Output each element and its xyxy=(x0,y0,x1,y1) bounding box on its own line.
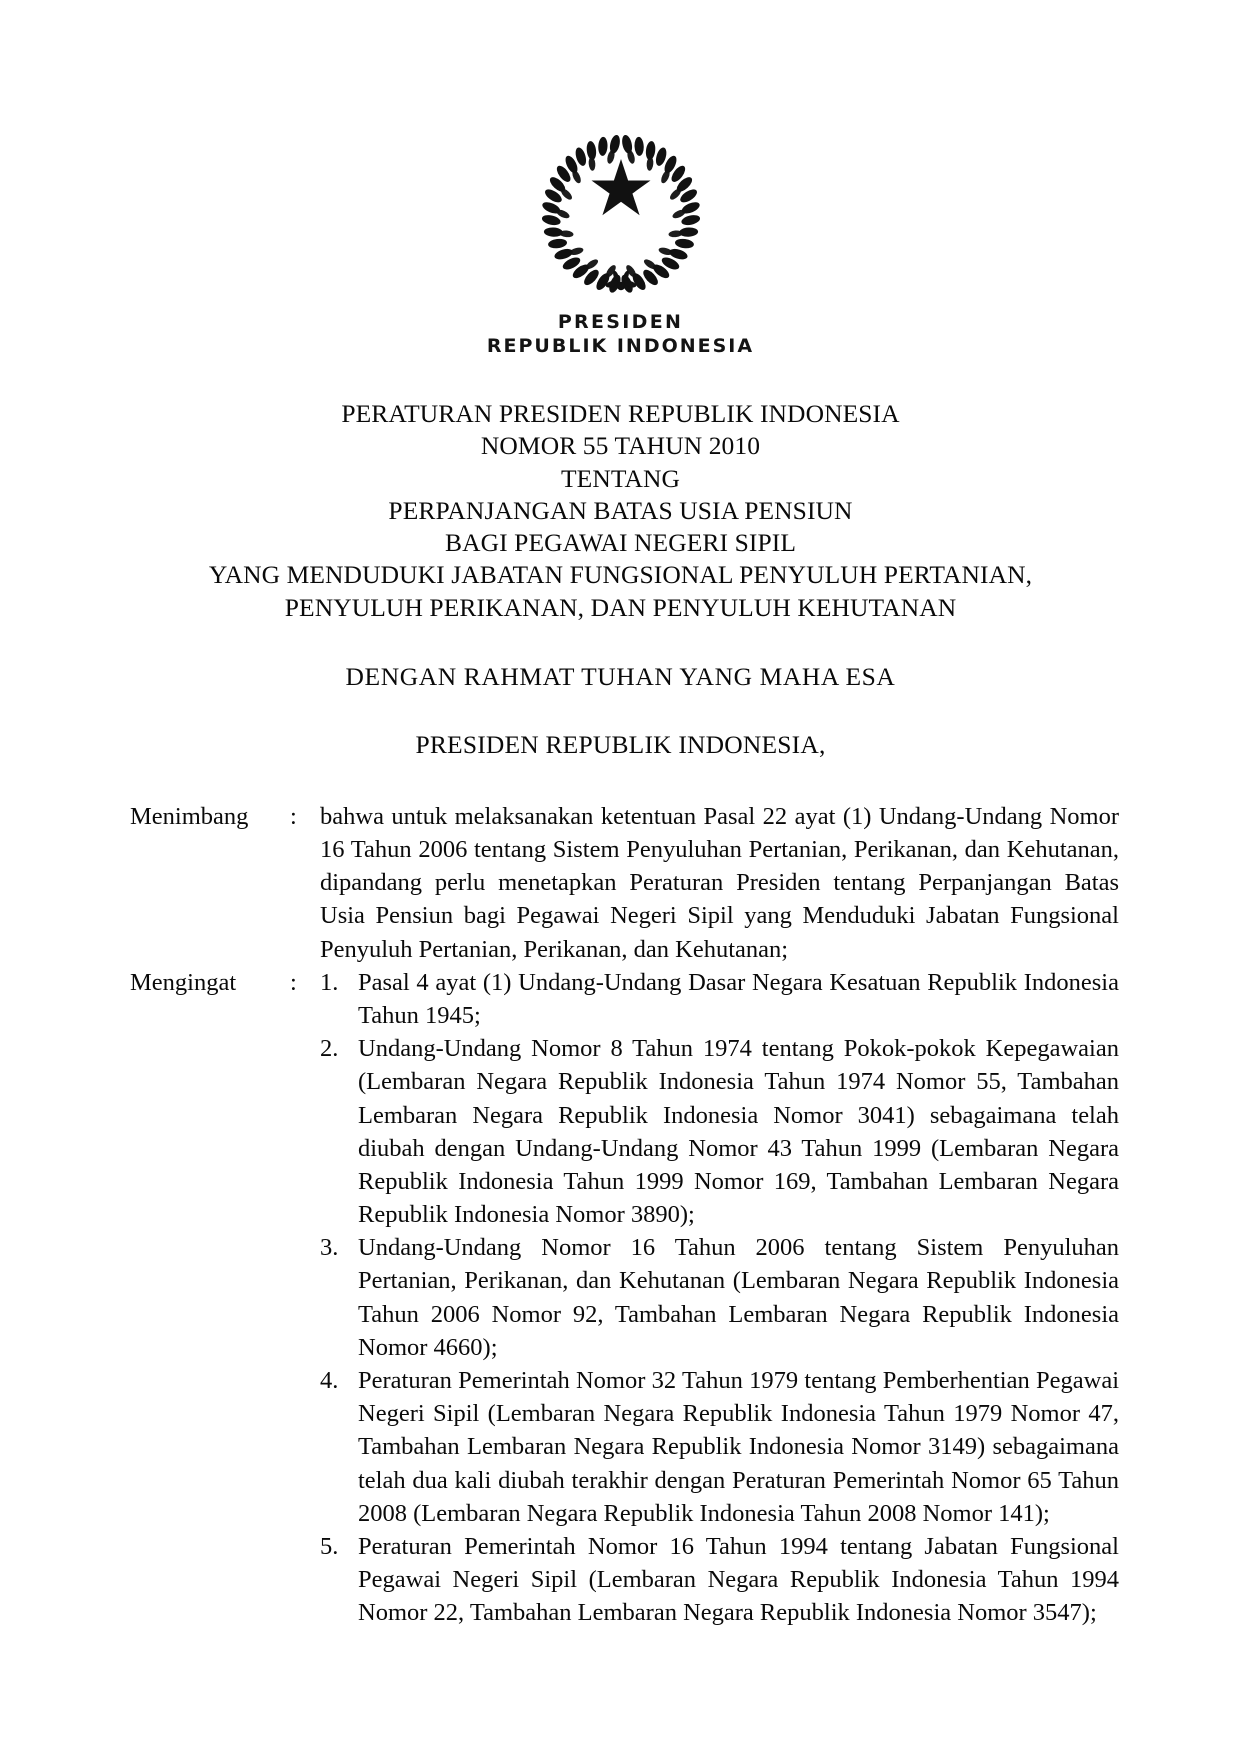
document-title xyxy=(0,398,1241,624)
menimbang-paragraph: bahwa untuk melaksanakan ketentuan Pasal 22 ayat (1) Undang-Undang Nomor 16 Tahun 2006 tentang Sistem Penyuluhan Pertanian, Perikanan, dan Kehutanan, dipandang perlu menetapkan Peraturan Presiden tentang Perpanjangan Batas Usia Pensiun bagi Pegawai Negeri Sipil yang Menduduki Jabatan Fungsional Penyuluh Pertanian, Perikanan, dan Kehutanan; xyxy=(320,802,1119,963)
letterhead xyxy=(0,0,1241,358)
letterhead-line-republik-indonesia: REPUBLIK INDONESIA xyxy=(486,334,755,357)
mengingat-colon: : xyxy=(290,968,297,996)
mengingat-row xyxy=(130,966,1119,1630)
title-line-subject-3: YANG MENDUDUKI JABATAN FUNGSIONAL PENYULUH PERTANIAN, xyxy=(208,560,1033,590)
list-item-text: Undang-Undang Nomor 8 Tahun 1974 tentang Pokok-pokok Kepegawaian (Lembaran Negara Republik Indonesia Tahun 1974 Nomor 55, Tambahan Lembaran Negara Republik Indonesia Nomor 3041) sebagaimana telah diubah dengan Undang-Undang Nomor 43 Tahun 1999 (Lembaran Negara Republik Indonesia Tahun 1999 Nomor 169, Tambahan Lembaran Negara Republik Indonesia Nomor 3890); xyxy=(358,1035,1119,1229)
menimbang-row xyxy=(130,800,1119,966)
list-item-marker: 5. xyxy=(320,1532,339,1560)
title-line-subject-4: PENYULUH PERIKANAN, DAN PENYULUH KEHUTANAN xyxy=(284,592,957,622)
indonesia-presidential-seal-icon xyxy=(0,126,1241,301)
title-line-subject-2: BAGI PEGAWAI NEGERI SIPIL xyxy=(444,528,797,558)
list-item xyxy=(320,966,1119,1032)
mengingat-list xyxy=(320,966,1119,1630)
title-line-tentang: TENTANG xyxy=(560,463,681,493)
list-item xyxy=(320,1032,1119,1231)
list-item-text: Peraturan Pemerintah Nomor 32 Tahun 1979 tentang Pemberhentian Pegawai Negeri Sipil (Lembaran Negara Republik Indonesia Tahun 1979 Nomor 47, Tambahan Lembaran Negara Republik Indonesia Nomor 3149) sebagaimana telah dua kali diubah terakhir dengan Peraturan Pemerintah Nomor 65 Tahun 2008 (Lembaran Negara Republik Indonesia Tahun 2008 Nomor 141); xyxy=(358,1367,1119,1527)
list-item-text: Undang-Undang Nomor 16 Tahun 2006 tentang Sistem Penyuluhan Pertanian, Perikanan, dan Kehutanan (Lembaran Negara Republik Indonesia Tahun 2006 Nomor 92, Tambahan Lembaran Negara Republik Indonesia Nomor 4660); xyxy=(358,1234,1119,1361)
document-body xyxy=(0,800,1241,1630)
title-line-1: PERATURAN PRESIDEN REPUBLIK INDONESIA xyxy=(341,399,900,429)
list-item-text: Peraturan Pemerintah Nomor 16 Tahun 1994 tentang Jabatan Fungsional Pegawai Negeri Sipil (Lembaran Negara Republik Indonesia Tahun 1994 Nomor 22, Tambahan Lembaran Negara Republik Indonesia Nomor 3547); xyxy=(358,1532,1119,1627)
mengingat-label: Mengingat xyxy=(130,968,237,996)
list-item-marker: 1. xyxy=(320,968,339,996)
invocation-line: DENGAN RAHMAT TUHAN YANG MAHA ESA xyxy=(345,661,896,691)
title-line-number: NOMOR 55 TAHUN 2010 xyxy=(480,431,761,461)
menimbang-label: Menimbang xyxy=(130,802,249,830)
list-item-marker: 2. xyxy=(320,1035,339,1063)
letterhead-caption xyxy=(0,311,1241,358)
list-item xyxy=(320,1530,1119,1630)
issuer-line: PRESIDEN REPUBLIK INDONESIA, xyxy=(415,729,826,759)
list-item-marker: 4. xyxy=(320,1367,339,1395)
list-item-text: Pasal 4 ayat (1) Undang-Undang Dasar Negara Kesatuan Republik Indonesia Tahun 1945; xyxy=(358,968,1119,1029)
letterhead-line-presiden: PRESIDEN xyxy=(557,311,684,333)
list-item-marker: 3. xyxy=(320,1234,339,1262)
title-line-subject-1: PERPANJANGAN BATAS USIA PENSIUN xyxy=(388,495,853,525)
menimbang-content xyxy=(320,800,1119,966)
list-item xyxy=(320,1364,1119,1530)
mengingat-content xyxy=(320,966,1119,1630)
list-item xyxy=(320,1231,1119,1364)
menimbang-colon: : xyxy=(290,802,297,830)
